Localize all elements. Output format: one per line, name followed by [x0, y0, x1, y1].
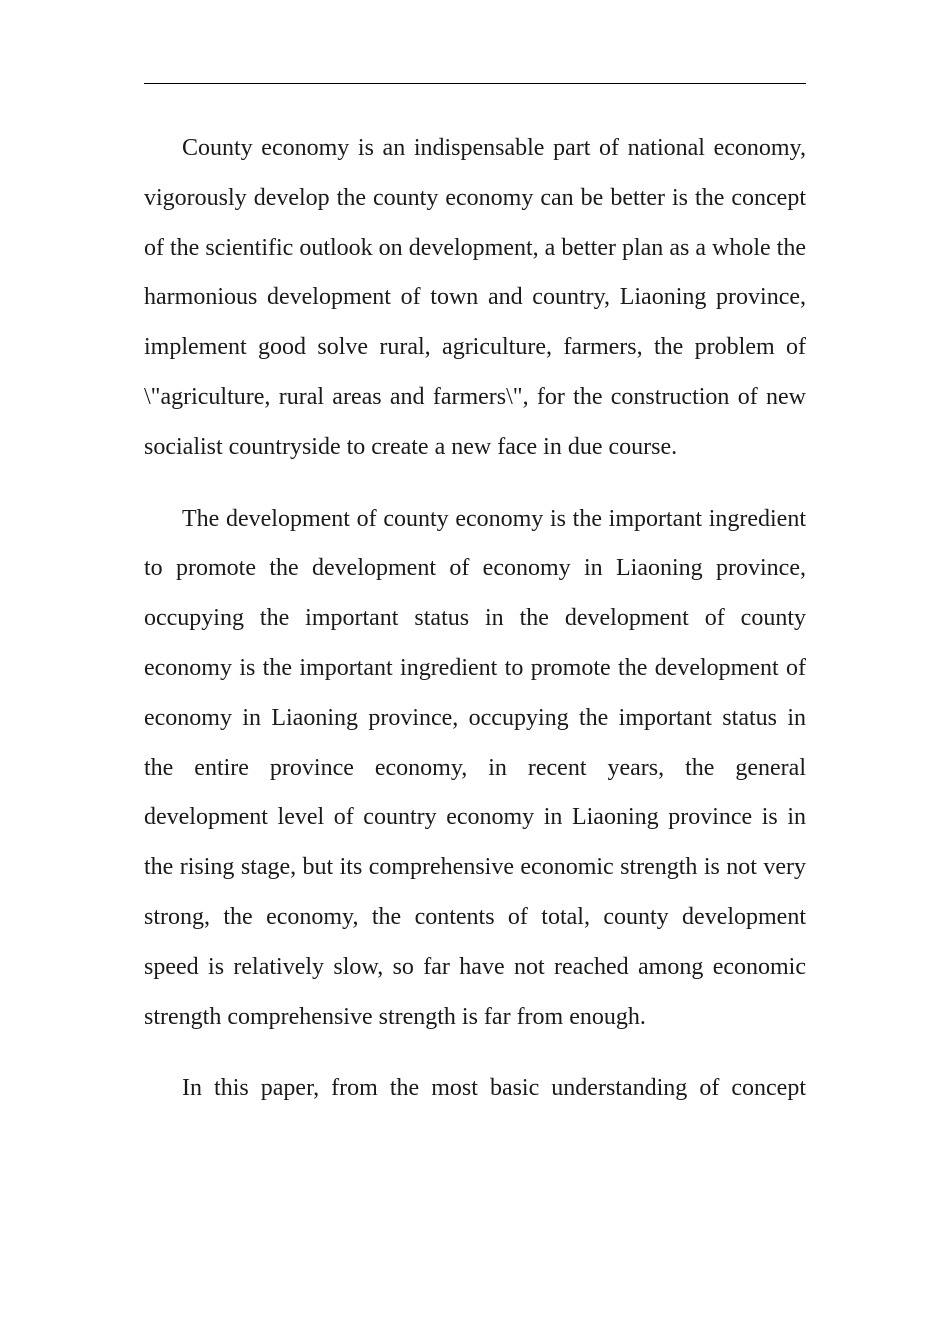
paragraph-2: The development of county economy is the important ingredient to promote the development of economy in Liaoning province, occupying the important status in the development of county economy is the important ingredient to promote the development of economy in Liaoning province, occupying the important status in the entire province economy, in recent years, the general development level of country economy in Liaoning province is in the rising stage, but its comprehensive economic strength is not very strong, the economy, the contents of total, county development speed is relatively slow, so far have not reached among economic strength comprehensive strength is far from enough.	[144, 505, 806, 1030]
paragraph-1: County economy is an indispensable part of national economy, vigorously develop the county economy can be better is the concept of the scientific outlook on development, a better plan as a whole the harmonious development of town and country, Liaoning province, implement good solve rural, agriculture, farmers, the problem of \"agriculture, rural areas and farmers\", for the construction of new socialist countryside to create a new face in due course.	[144, 135, 806, 460]
paragraph-3: In this paper, from the most basic understanding of concept	[182, 1075, 806, 1102]
header-rule	[144, 83, 806, 84]
body-text	[144, 124, 806, 1136]
